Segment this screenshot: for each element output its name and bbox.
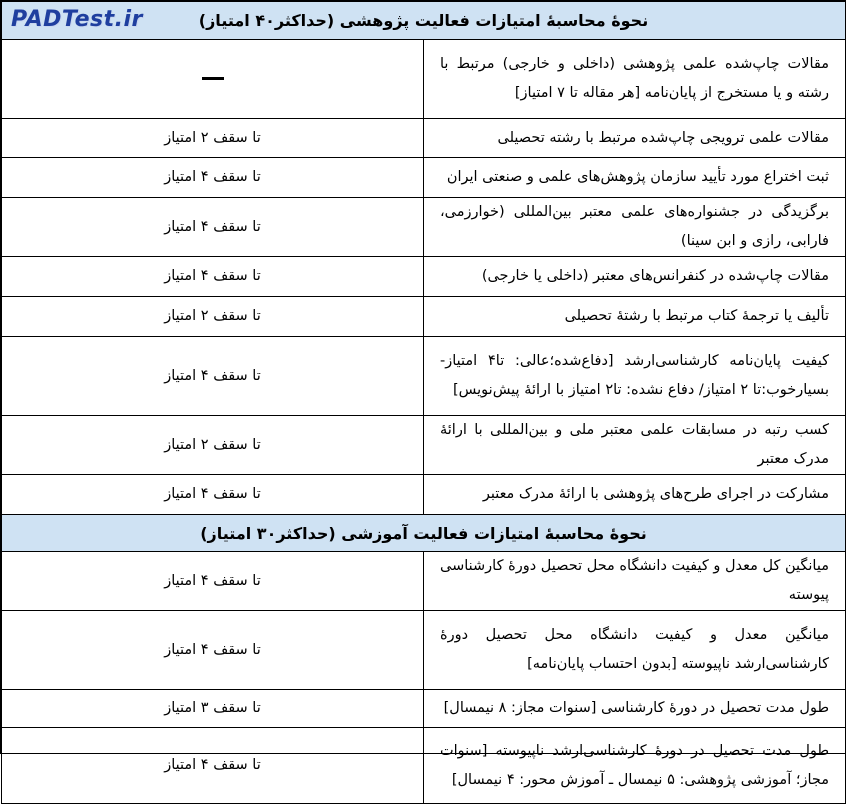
table-row xyxy=(2,416,846,475)
section-title: نحوهٔ محاسبهٔ امتیازات فعالیت پژوهشی (حداکثر۴۰ امتیاز) xyxy=(2,2,846,40)
row-description: میانگین کل معدل و کیفیت دانشگاه محل تحصیل دورهٔ کارشناسی پیوسته xyxy=(424,552,846,611)
row-description: مقالات چاپ‌شده در کنفرانس‌های معتبر (داخلی یا خارجی) xyxy=(424,257,846,297)
table-row xyxy=(2,475,846,515)
row-score xyxy=(2,40,424,119)
row-score: تا سقف ۲ امتیاز xyxy=(2,119,424,158)
row-score: تا سقف ۴ امتیاز xyxy=(2,257,424,297)
table-row xyxy=(2,552,846,611)
table-row xyxy=(2,337,846,416)
section-header-education xyxy=(2,515,846,552)
row-score: تا سقف ۴ امتیاز xyxy=(2,337,424,416)
row-score: تا سقف ۲ امتیاز xyxy=(2,297,424,337)
row-score: تا سقف ۴ امتیاز xyxy=(2,475,424,515)
row-description: تألیف یا ترجمهٔ کتاب مرتبط با رشتهٔ تحصیلی xyxy=(424,297,846,337)
table-row xyxy=(2,198,846,257)
row-description: کسب رتبه در مسابقات علمی معتبر ملی و بین‌المللی با ارائهٔ مدرک معتبر xyxy=(424,416,846,475)
section-title: نحوهٔ محاسبهٔ امتیازات فعالیت آموزشی (حداکثر۳۰ امتیاز) xyxy=(2,515,846,552)
row-score: تا سقف ۴ امتیاز xyxy=(2,552,424,611)
score-table xyxy=(1,1,846,804)
row-description: طول مدت تحصیل در دورهٔ کارشناسی [سنوات مجاز: ۸ نیمسال] xyxy=(424,690,846,728)
row-score: تا سقف ۴ امتیاز xyxy=(2,158,424,198)
row-description: میانگین معدل و کیفیت دانشگاه محل تحصیل دورهٔ کارشناسی‌ارشد ناپیوسته [بدون احتساب پایان‌نامه] xyxy=(424,611,846,690)
dash-mark xyxy=(202,77,224,80)
row-score: تا سقف ۴ امتیاز xyxy=(2,611,424,690)
table-row xyxy=(2,297,846,337)
table-row xyxy=(2,611,846,690)
row-description: کیفیت پایان‌نامه کارشناسی‌ارشد [دفاع‌شده؛عالی: تا۴ امتیاز-بسیارخوب:تا ۲ امتیاز/ دفاع نشده: تا۲ امتیاز با ارائهٔ پیش‌نویس] xyxy=(424,337,846,416)
row-score: تا سقف ۴ امتیاز xyxy=(2,728,424,804)
table-row xyxy=(2,119,846,158)
site-watermark-logo: PADTest.ir xyxy=(11,7,143,32)
table-row xyxy=(2,257,846,297)
row-description: مقالات علمی ترویجی چاپ‌شده مرتبط با رشته تحصیلی xyxy=(424,119,846,158)
table-row xyxy=(2,690,846,728)
row-description: مقالات چاپ‌شده علمی پژوهشی (داخلی و خارجی) مرتبط با رشته و یا مستخرج از پایان‌نامه [هر مقاله تا ۷ امتیاز] xyxy=(424,40,846,119)
table-row xyxy=(2,158,846,198)
row-score: تا سقف ۳ امتیاز xyxy=(2,690,424,728)
row-description: مشارکت در اجرای طرح‌های پژوهشی با ارائهٔ مدرک معتبر xyxy=(424,475,846,515)
row-score: تا سقف ۲ امتیاز xyxy=(2,416,424,475)
row-description: طول مدت تحصیل در دورهٔ کارشناسی‌ارشد ناپیوسته [سنوات مجاز؛ آموزشی پژوهشی: ۵ نیمسال ـ آموزش محور: ۴ نیمسال] xyxy=(424,728,846,804)
row-description: برگزیدگی در جشنواره‌های علمی معتبر بین‌المللی (خوارزمی، فارابی، رازی و ابن سینا) xyxy=(424,198,846,257)
row-description: ثبت اختراع مورد تأیید سازمان پژوهش‌های علمی و صنعتی ایران xyxy=(424,158,846,198)
row-score: تا سقف ۴ امتیاز xyxy=(2,198,424,257)
table-row xyxy=(2,728,846,804)
table-row xyxy=(2,40,846,119)
